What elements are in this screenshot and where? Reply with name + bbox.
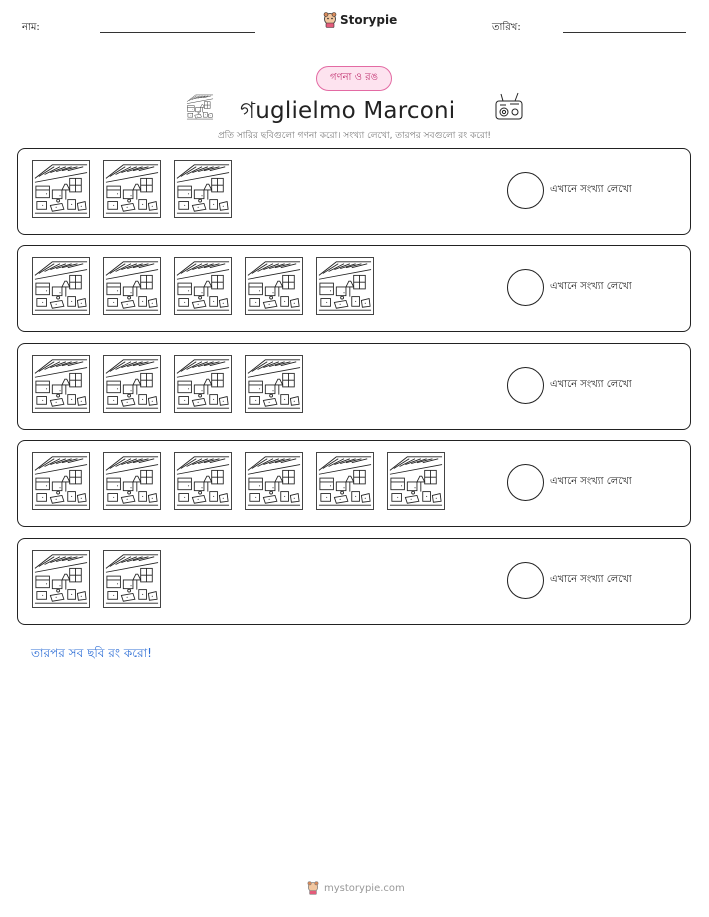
title-row xyxy=(0,92,709,126)
name-field[interactable] xyxy=(100,32,255,33)
color-instruction: তারপর সব ছবি রং করো! xyxy=(31,646,152,660)
attic-room-picture[interactable] xyxy=(32,452,90,510)
picture-group xyxy=(32,160,232,218)
attic-room-icon xyxy=(185,93,215,121)
picture-group xyxy=(32,257,374,315)
attic-room-picture[interactable] xyxy=(174,355,232,413)
site-footer xyxy=(307,881,405,895)
category-badge: গণনা ও রঙ xyxy=(316,66,392,91)
attic-room-picture[interactable] xyxy=(387,452,445,510)
answer-label: এখানে সংখ্যা লেখো xyxy=(550,281,632,292)
date-label: তারিখ: xyxy=(492,22,521,33)
date-field[interactable] xyxy=(563,32,686,33)
picture-group xyxy=(32,452,445,510)
attic-room-picture[interactable] xyxy=(245,355,303,413)
instructions: প্রতি সারির ছবিগুলো গণনা করো। সংখ্যা লেখো, তারপর সবগুলো রং করো! xyxy=(217,131,492,141)
answer-label: এখানে সংখ্যা লেখো xyxy=(550,184,632,195)
attic-room-picture[interactable] xyxy=(245,257,303,315)
answer-circle[interactable] xyxy=(507,464,544,501)
counting-row xyxy=(17,148,691,235)
picture-group xyxy=(32,550,161,608)
attic-room-picture[interactable] xyxy=(32,550,90,608)
counting-row xyxy=(17,343,691,430)
attic-room-picture[interactable] xyxy=(32,355,90,413)
counting-row xyxy=(17,538,691,625)
brand-name: Storypie xyxy=(340,13,398,27)
answer-circle[interactable] xyxy=(507,367,544,404)
answer-label: এখানে সংখ্যা লেখো xyxy=(550,379,632,390)
name-label: নাম: xyxy=(22,22,40,33)
attic-room-picture[interactable] xyxy=(316,257,374,315)
counting-row xyxy=(17,440,691,527)
answer-circle[interactable] xyxy=(507,172,544,209)
attic-room-picture[interactable] xyxy=(103,355,161,413)
storypie-mascot-icon xyxy=(307,881,319,895)
answer-label: এখানে সংখ্যা লেখো xyxy=(550,574,632,585)
attic-room-picture[interactable] xyxy=(174,160,232,218)
attic-room-picture[interactable] xyxy=(103,550,161,608)
answer-circle[interactable] xyxy=(507,562,544,599)
page-title: গuglielmo Marconi xyxy=(240,98,456,124)
counting-row xyxy=(17,245,691,332)
site-url[interactable]: mystorypie.com xyxy=(324,882,405,894)
attic-room-picture[interactable] xyxy=(316,452,374,510)
answer-circle[interactable] xyxy=(507,269,544,306)
storypie-mascot-icon xyxy=(323,12,337,28)
attic-room-picture[interactable] xyxy=(32,160,90,218)
attic-room-picture[interactable] xyxy=(32,257,90,315)
attic-room-picture[interactable] xyxy=(103,452,161,510)
attic-room-picture[interactable] xyxy=(245,452,303,510)
brand-logo xyxy=(323,12,397,28)
attic-room-picture[interactable] xyxy=(103,257,161,315)
picture-group xyxy=(32,355,303,413)
attic-room-picture[interactable] xyxy=(174,452,232,510)
radio-icon xyxy=(494,92,524,122)
attic-room-picture[interactable] xyxy=(174,257,232,315)
worksheet-header xyxy=(0,0,709,50)
answer-label: এখানে সংখ্যা লেখো xyxy=(550,476,632,487)
attic-room-picture[interactable] xyxy=(103,160,161,218)
